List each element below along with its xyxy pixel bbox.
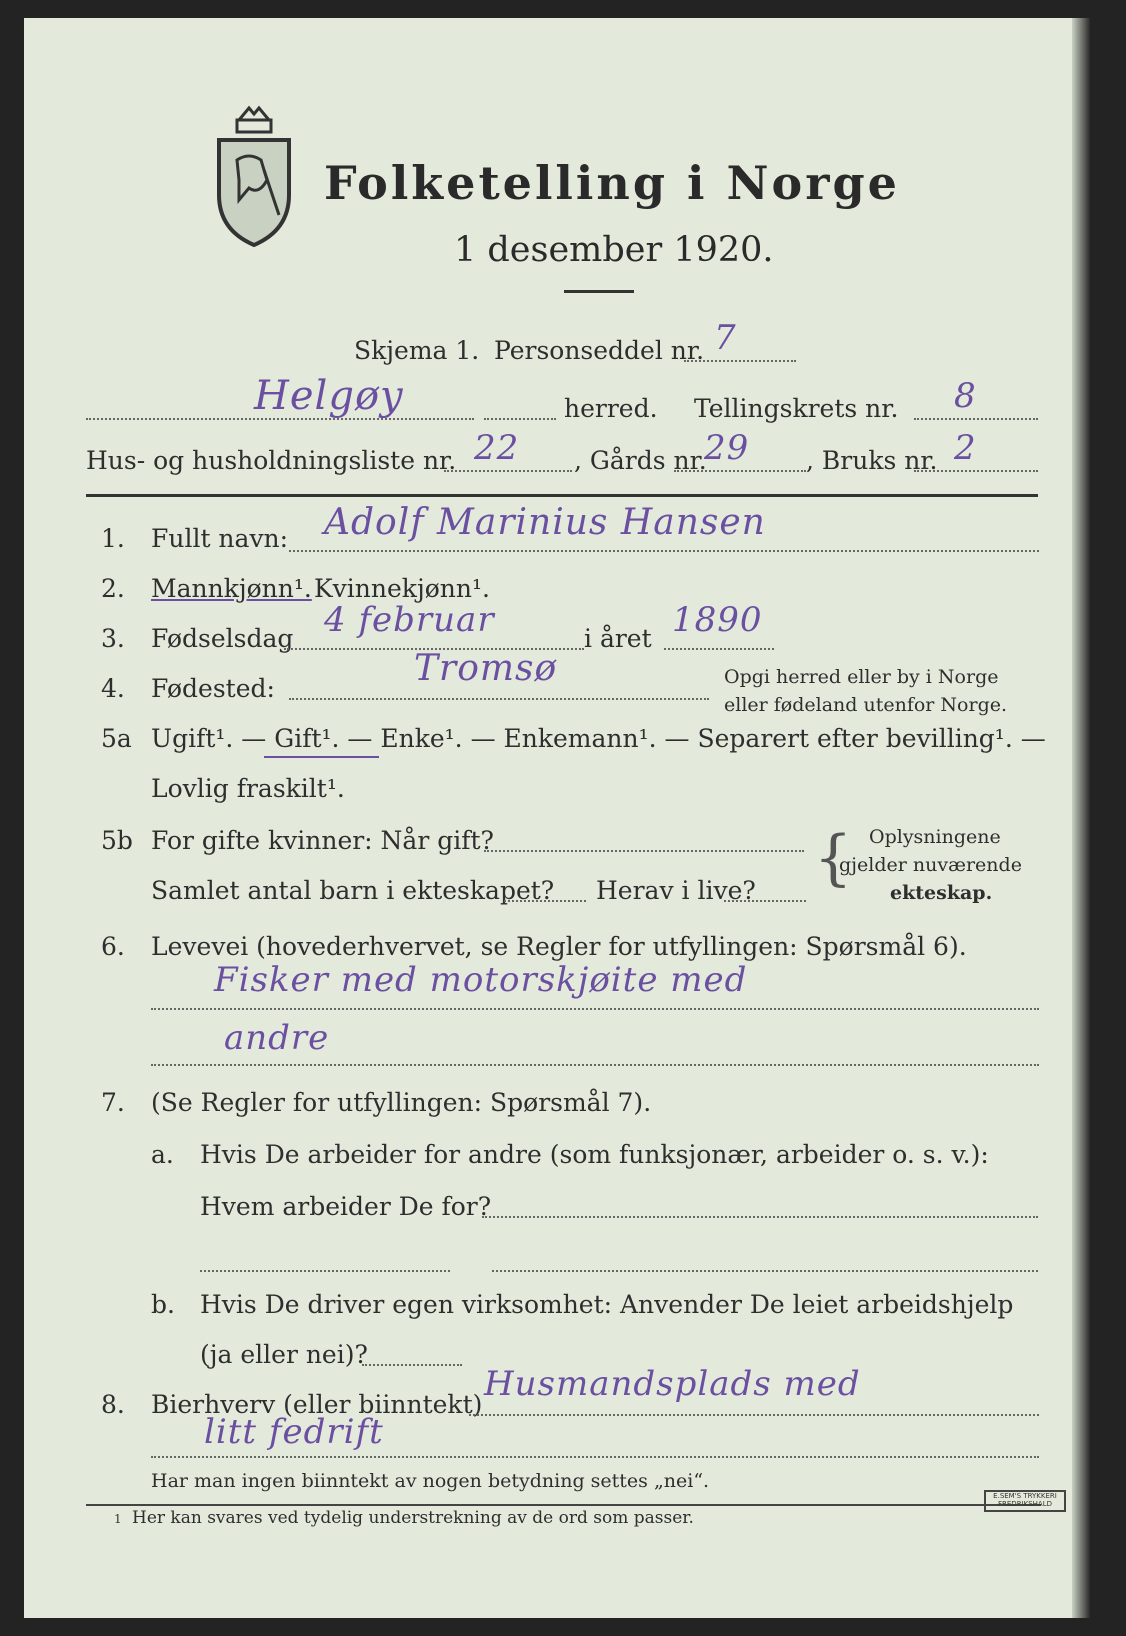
form-title: Folketelling i Norge (324, 156, 900, 210)
q3-answer-year: 1890 (672, 600, 763, 640)
q7-label: (Se Regler for utfyllingen: Spørsmål 7). (151, 1088, 652, 1117)
q5b-label2: Samlet antal barn i ekteskapet? (151, 876, 555, 905)
bruks-label: , Bruks nr. (806, 446, 938, 475)
q5a-number: 5a (101, 724, 132, 753)
q5a-underline (264, 756, 379, 758)
census-form (24, 18, 1090, 1618)
q7b-text: Hvis De driver egen virksomhet: Anvender De leiet arbeidshjelp (200, 1290, 1014, 1319)
gards-label: , Gårds nr. (574, 446, 707, 475)
q4-label: Fødested: (151, 674, 275, 703)
q4-note-line1: Opgi herred eller by i Norge (724, 666, 999, 688)
q1-answer: Adolf Marinius Hansen (324, 502, 766, 543)
q7b-question: (ja eller nei)? (200, 1340, 368, 1369)
q4-note-line2: eller fødeland utenfor Norge. (724, 694, 1008, 716)
q6-number: 6. (101, 932, 125, 961)
gards-value: 29 (704, 428, 750, 468)
q3-number: 3. (101, 624, 125, 653)
footnote-marker: 1 (114, 1512, 122, 1526)
q5b-note-line1: Oplysningene (869, 826, 1001, 848)
q5b-number: 5b (101, 826, 133, 855)
q2-option-mann: Mannkjønn¹. (151, 574, 312, 603)
title-divider (564, 290, 634, 293)
q4-number: 4. (101, 674, 125, 703)
q5b-note-line2: gjelder nuværende (839, 854, 1022, 876)
q7b-letter: b. (151, 1290, 175, 1319)
husholdningsliste-label: Hus- og husholdningsliste nr. (86, 446, 457, 475)
bruks-value: 2 (954, 428, 977, 468)
q8-answer-line2: litt fedrift (204, 1412, 384, 1452)
q2-option-kvinne: Kvinnekjønn¹. (314, 574, 490, 603)
paper-edge (1072, 18, 1090, 1618)
tellingskrets-value: 8 (954, 376, 977, 416)
q5b-note-line3: ekteskap. (890, 882, 993, 904)
q5b-brace: { (814, 823, 853, 893)
herred-value: Helgøy (254, 373, 404, 419)
husholdningsliste-value: 22 (474, 428, 520, 468)
q5a-options: Ugift¹. — Gift¹. — Enke¹. — Enkemann¹. — Separert efter bevilling¹. — (151, 724, 1046, 753)
q5b-label3: Herav i live? (596, 876, 756, 905)
q7a-letter: a. (151, 1140, 174, 1169)
q3-label: Fødselsdag (151, 624, 294, 653)
q7a-question: Hvem arbeider De for? (200, 1192, 492, 1221)
q4-answer: Tromsø (414, 648, 558, 689)
q7a-text: Hvis De arbeider for andre (som funksjonær, arbeider o. s. v.): (200, 1140, 989, 1169)
printer-stamp: E.SEM'S TRYKKERI FREDRIKSHALD (984, 1490, 1066, 1512)
q2-number: 2. (101, 574, 125, 603)
q8-answer-line1: Husmandsplads med (484, 1364, 861, 1404)
q8-note: Har man ingen biinntekt av nogen betydning settes „nei“. (151, 1470, 710, 1492)
header-rule (86, 494, 1038, 497)
q6-label: Levevei (hovederhvervet, se Regler for utfyllingen: Spørsmål 6). (151, 932, 967, 961)
herred-label: herred. (564, 394, 658, 423)
q3-year-label: i året (584, 624, 652, 653)
form-date: 1 desember 1920. (454, 230, 774, 270)
q7-number: 7. (101, 1088, 125, 1117)
coat-of-arms-icon (209, 100, 299, 250)
personseddel-value: 7 (714, 318, 737, 358)
q5a-options-line2: Lovlig fraskilt¹. (151, 774, 345, 803)
schema-label: Skjema 1. (354, 336, 480, 365)
footnote-text: Her kan svares ved tydelig understrekning av de ord som passer. (132, 1508, 694, 1528)
q3-answer-day: 4 februar (324, 600, 495, 640)
footer-rule (86, 1504, 1041, 1506)
q8-number: 8. (101, 1390, 125, 1419)
q1-label: Fullt navn: (151, 524, 289, 553)
q6-answer-line1: Fisker med motorskjøite med (214, 960, 748, 1000)
q1-number: 1. (101, 524, 125, 553)
q8-label: Bierhverv (eller biinntekt) (151, 1390, 483, 1419)
personseddel-label: Personseddel nr. (494, 336, 705, 365)
q5b-label1: For gifte kvinner: Når gift? (151, 826, 494, 855)
q6-answer-line2: andre (224, 1018, 330, 1058)
tellingskrets-label: Tellingskrets nr. (694, 394, 899, 423)
